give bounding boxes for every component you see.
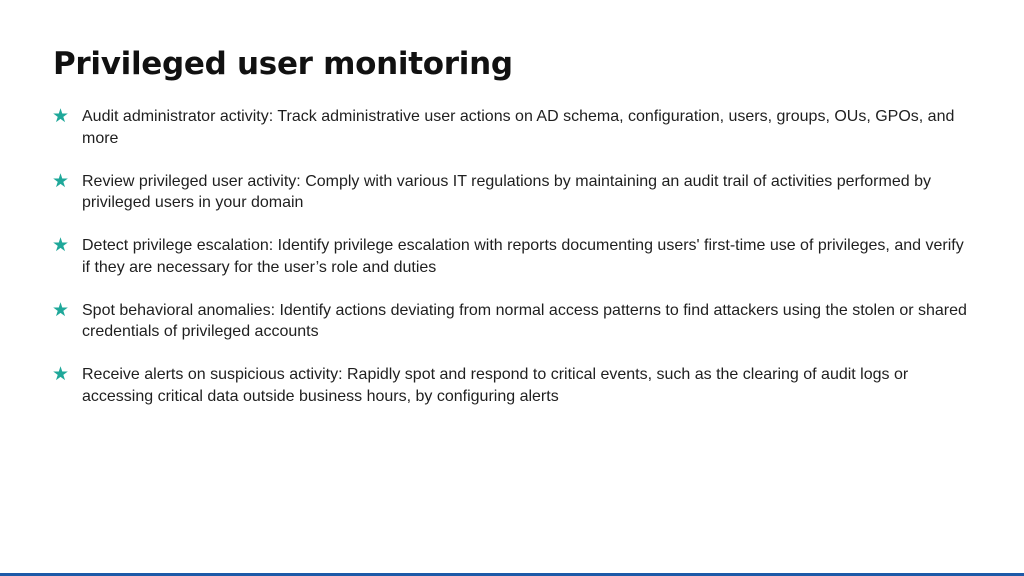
- bullet-text: Receive alerts on suspicious activity: Rapidly spot and respond to critical events, such as the clearing of audit logs or accessing critical data outside business hours, by configuring alerts: [82, 366, 909, 405]
- bullet-item: [53, 235, 973, 278]
- star-icon: ★: [52, 234, 70, 256]
- star-icon: ★: [52, 363, 70, 385]
- bullet-item: [53, 106, 973, 149]
- star-icon: ★: [52, 169, 70, 192]
- bullet-text: Detect privilege escalation: Identify privilege escalation with reports documenting users' first-time use of privileges, and verify if they are necessary for the user’s role and duties: [82, 237, 964, 276]
- bullet-item: [53, 300, 973, 343]
- bullet-text: Review privileged user activity: Comply with various IT regulations by maintaining an audit trail of activities performed by privileged users in your domain: [82, 172, 931, 211]
- star-icon: ★: [52, 298, 70, 321]
- bullet-text: Audit administrator activity: Track administrative user actions on AD schema, configuration, users, groups, OUs, GPOs, and more: [82, 108, 955, 147]
- star-icon: ★: [52, 105, 70, 127]
- bullet-item: [53, 171, 973, 214]
- slide-title: Privileged user monitoring: [53, 46, 513, 82]
- bullet-text: Spot behavioral anomalies: Identify actions deviating from normal access patterns to find attackers using the stolen or shared credentials of privileged accounts: [82, 301, 967, 340]
- bullet-list: [53, 106, 973, 429]
- bullet-item: [53, 364, 973, 407]
